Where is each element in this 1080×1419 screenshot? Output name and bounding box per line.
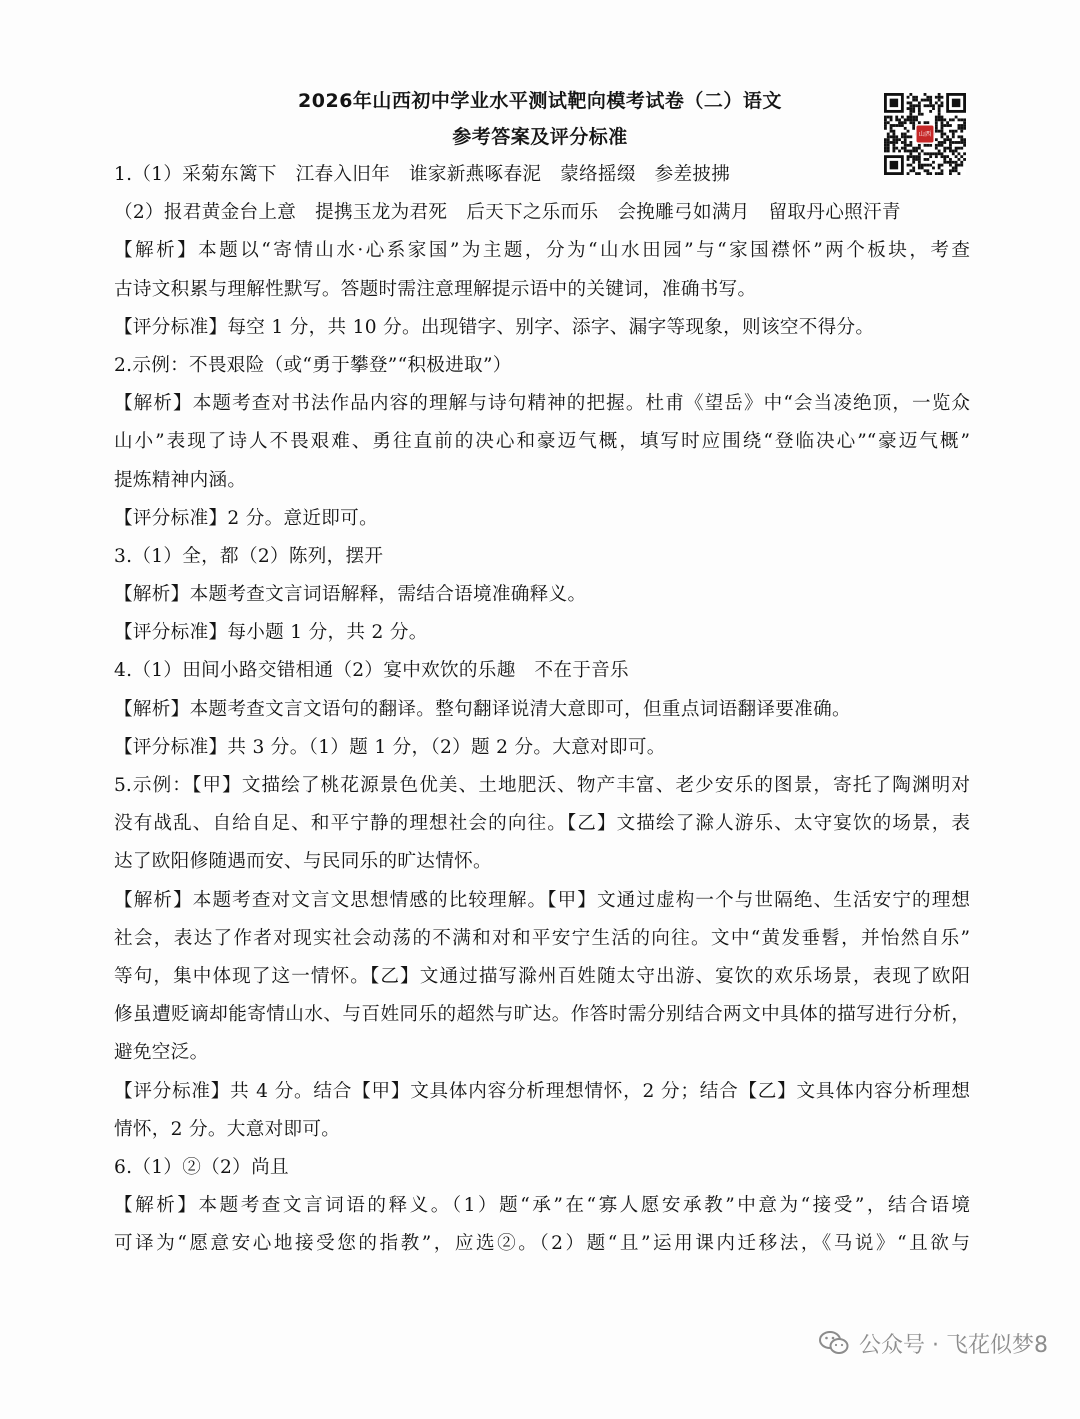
answer-line: 达了欧阳修随遇而安、与民同乐的旷达情怀。 xyxy=(114,851,492,873)
answer-line: 2.示例：不畏艰险（或“勇于攀登”“积极进取”） xyxy=(114,354,512,376)
answer-line: 3.（1）全，都（2）陈列，摆开 xyxy=(114,545,384,567)
answer-line: 古诗文积累与理解性默写。答题时需注意理解提示语中的关键词，准确书写。 xyxy=(114,278,757,300)
document-subtitle: 参考答案及评分标准 xyxy=(452,126,628,148)
document-title: 2026年山西初中学业水平测试靶向模考试卷（二）语文 xyxy=(298,90,782,112)
qr-logo-text: 山西 xyxy=(918,130,932,138)
answer-line: 4.（1）田间小路交错相通（2）宴中欢饮的乐趣 不在于音乐 xyxy=(114,660,629,682)
answer-line: （2）报君黄金台上意 提携玉龙为君死 后天下之乐而乐 会挽雕弓如满月 留取丹心照汗青 xyxy=(114,202,901,224)
answer-line: 等句，集中体现了这一情怀。【乙】文通过描写滁州百姓随太守出游、宴饮的欢乐场景，表现了欧阳 xyxy=(114,965,970,987)
answer-line: 避免空泛。 xyxy=(114,1042,209,1064)
answer-line: 【解析】本题以“寄情山水·心系家国”为主题，分为“山水田园”与“家国襟怀”两个板块，考查 xyxy=(114,240,970,262)
answer-line: 【解析】本题考查对书法作品内容的理解与诗句精神的把握。杜甫《望岳》中“会当凌绝顶，一览众 xyxy=(114,393,970,415)
wechat-icon xyxy=(819,1330,849,1356)
answer-line: 修虽遭贬谪却能寄情山水、与百姓同乐的超然与旷达。作答时需分别结合两文中具体的描写进行分析， xyxy=(114,1004,970,1026)
answer-line: 1.（1）采菊东篱下 江春入旧年 谁家新燕啄春泥 蒙络摇缀 参差披拂 xyxy=(114,164,731,185)
answer-content xyxy=(114,156,970,1263)
answer-line: 提炼精神内涵。 xyxy=(114,469,247,491)
answer-line: 【解析】本题考查文言词语的释义。（1）题“承”在“寡人愿安承教”中意为“接受”，结合语境 xyxy=(114,1195,970,1217)
answer-line: 情怀，2 分。大意对即可。 xyxy=(114,1118,341,1140)
answer-line: 6.（1）②（2）尚且 xyxy=(114,1156,289,1178)
answer-line: 山小”表现了诗人不畏艰难、勇往直前的决心和豪迈气概，填写时应围绕“登临决心”“豪迈气概” xyxy=(114,431,970,453)
answer-line: 【解析】本题考查对文言文思想情感的比较理解。【甲】文通过虚构一个与世隔绝、生活安宁的理想 xyxy=(114,889,970,911)
answer-line: 【评分标准】共 4 分。结合【甲】文具体内容分析理想情怀，2 分；结合【乙】文具体内容分析理想 xyxy=(114,1080,970,1102)
answer-line: 可译为“愿意安心地接受您的指教”，应选②。（2）题“且”运用课内迁移法，《马说》“且欲与 xyxy=(114,1233,970,1255)
answer-line: 【评分标准】每小题 1 分，共 2 分。 xyxy=(114,622,428,644)
answer-line: 没有战乱、自给自足、和平宁静的理想社会的向往。【乙】文描绘了滁人游乐、太守宴饮的场景，表 xyxy=(114,813,970,835)
answer-line: 【评分标准】共 3 分。（1）题 1 分，（2）题 2 分。大意对即可。 xyxy=(114,736,666,758)
watermark xyxy=(819,1326,1048,1360)
answer-line: 【评分标准】每空 1 分，共 10 分。出现错字、别字、添字、漏字等现象，则该空不得分。 xyxy=(114,316,875,338)
watermark-text: 公众号 · 飞花似梦8 xyxy=(859,1332,1048,1358)
answer-line: 【评分标准】2 分。意近即可。 xyxy=(114,507,378,529)
answer-line: 社会，表达了作者对现实社会动荡的不满和对和平安宁生活的向往。文中“黄发垂髫，并怡然自乐” xyxy=(114,927,970,949)
answer-line: 5.示例：【甲】文描绘了桃花源景色优美、土地肥沃、物产丰富、老少安乐的图景，寄托了陶渊明对 xyxy=(114,775,970,796)
answer-line: 【解析】本题考查文言文语句的翻译。整句翻译说清大意即可，但重点词语翻译要准确。 xyxy=(114,698,851,720)
answer-line: 【解析】本题考查文言词语解释，需结合语境准确释义。 xyxy=(114,584,587,606)
